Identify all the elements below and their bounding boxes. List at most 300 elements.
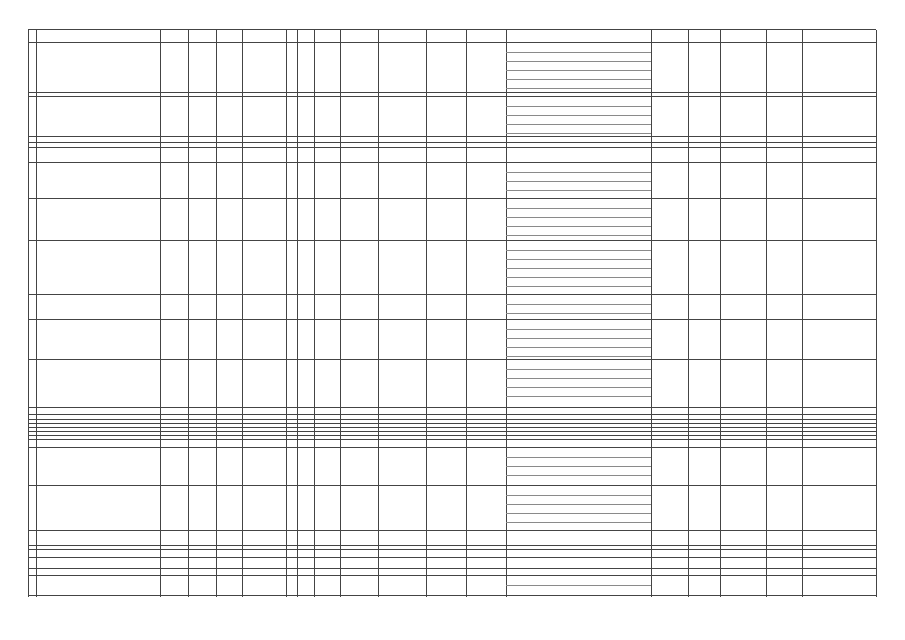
column-divider <box>802 295 803 320</box>
column-divider <box>340 148 341 163</box>
work-item-divider <box>506 495 651 496</box>
column-divider <box>426 576 427 597</box>
column-divider <box>242 320 243 360</box>
column-divider <box>876 531 877 546</box>
column-divider <box>651 199 652 241</box>
column-divider <box>720 320 721 360</box>
column-divider <box>216 97 217 137</box>
column-divider <box>651 241 652 295</box>
column-divider <box>36 43 37 93</box>
column-divider <box>340 360 341 408</box>
work-item-divider <box>506 513 651 514</box>
column-divider <box>466 576 467 597</box>
repair-register-table <box>28 29 876 596</box>
work-item-divider <box>506 504 651 505</box>
work-item-divider <box>506 277 651 278</box>
column-divider <box>876 199 877 241</box>
column-divider <box>688 576 689 597</box>
column-divider <box>688 199 689 241</box>
column-divider <box>314 448 315 486</box>
column-divider <box>297 448 298 486</box>
column-divider <box>378 360 379 408</box>
column-divider <box>876 569 877 576</box>
column-divider <box>506 43 507 93</box>
table-row <box>28 359 876 407</box>
column-divider <box>802 199 803 241</box>
column-divider <box>802 448 803 486</box>
column-divider <box>426 360 427 408</box>
work-item-divider <box>506 106 651 107</box>
column-divider <box>651 576 652 597</box>
column-divider <box>216 531 217 546</box>
column-divider <box>160 43 161 93</box>
column-divider <box>297 360 298 408</box>
column-divider <box>340 448 341 486</box>
column-divider <box>297 148 298 163</box>
column-divider <box>36 163 37 199</box>
table-row <box>28 575 876 596</box>
column-divider <box>160 531 161 546</box>
column-divider <box>466 148 467 163</box>
work-item-divider <box>506 268 651 269</box>
column-divider <box>216 360 217 408</box>
column-divider <box>466 199 467 241</box>
column-divider <box>28 360 29 408</box>
column-divider <box>688 531 689 546</box>
column-divider <box>378 531 379 546</box>
column-divider <box>876 43 877 93</box>
table-row <box>28 42 876 92</box>
work-item-divider <box>506 52 651 53</box>
table-row <box>28 198 876 240</box>
column-divider <box>720 97 721 137</box>
work-item-divider <box>506 250 651 251</box>
column-divider <box>720 199 721 241</box>
table-row <box>28 294 876 319</box>
column-divider <box>720 241 721 295</box>
column-divider <box>766 360 767 408</box>
column-divider <box>876 448 877 486</box>
column-divider <box>216 486 217 531</box>
column-divider <box>36 148 37 163</box>
column-divider <box>802 531 803 546</box>
column-divider <box>651 531 652 546</box>
column-divider <box>286 163 287 199</box>
column-divider <box>876 241 877 295</box>
column-divider <box>188 576 189 597</box>
column-divider <box>160 320 161 360</box>
column-divider <box>651 43 652 93</box>
column-divider <box>426 486 427 531</box>
column-divider <box>340 486 341 531</box>
column-divider <box>36 448 37 486</box>
column-divider <box>188 97 189 137</box>
column-divider <box>466 448 467 486</box>
table-row <box>28 447 876 485</box>
work-item-divider <box>506 259 651 260</box>
table-row <box>28 530 876 545</box>
column-divider <box>766 97 767 137</box>
table-row <box>28 162 876 198</box>
column-divider <box>802 320 803 360</box>
work-item-divider <box>506 208 651 209</box>
column-divider <box>426 320 427 360</box>
column-divider <box>36 241 37 295</box>
column-divider <box>426 199 427 241</box>
work-item-divider <box>506 133 651 134</box>
column-divider <box>802 486 803 531</box>
column-divider <box>876 408 877 415</box>
column-divider <box>242 295 243 320</box>
column-divider <box>466 97 467 137</box>
table-row <box>28 96 876 136</box>
column-divider <box>506 295 507 320</box>
column-divider <box>876 295 877 320</box>
work-item-divider <box>506 286 651 287</box>
column-divider <box>36 199 37 241</box>
column-divider <box>378 320 379 360</box>
column-divider <box>766 320 767 360</box>
column-divider <box>314 43 315 93</box>
column-divider <box>378 241 379 295</box>
column-divider <box>242 163 243 199</box>
column-divider <box>297 531 298 546</box>
work-item-divider <box>506 369 651 370</box>
column-divider <box>766 531 767 546</box>
column-divider <box>378 448 379 486</box>
column-divider <box>340 43 341 93</box>
table-row <box>28 407 876 414</box>
column-divider <box>766 448 767 486</box>
work-item-divider <box>506 190 651 191</box>
work-item-divider <box>506 61 651 62</box>
column-divider <box>426 448 427 486</box>
column-divider <box>651 163 652 199</box>
column-divider <box>242 576 243 597</box>
work-item-divider <box>506 115 651 116</box>
column-divider <box>297 97 298 137</box>
column-divider <box>242 486 243 531</box>
column-divider <box>242 97 243 137</box>
column-divider <box>688 360 689 408</box>
column-divider <box>188 148 189 163</box>
column-divider <box>720 576 721 597</box>
column-divider <box>340 199 341 241</box>
column-divider <box>340 97 341 137</box>
column-divider <box>28 241 29 295</box>
column-divider <box>688 486 689 531</box>
work-item-divider <box>506 387 651 388</box>
column-divider <box>466 43 467 93</box>
column-divider <box>216 241 217 295</box>
column-divider <box>216 295 217 320</box>
column-divider <box>688 43 689 93</box>
column-divider <box>506 448 507 486</box>
column-divider <box>36 486 37 531</box>
column-divider <box>188 295 189 320</box>
column-divider <box>188 43 189 93</box>
column-divider <box>651 97 652 137</box>
work-item-divider <box>506 329 651 330</box>
work-item-divider <box>506 396 651 397</box>
column-divider <box>766 576 767 597</box>
column-divider <box>876 440 877 448</box>
column-divider <box>28 163 29 199</box>
column-divider <box>466 241 467 295</box>
column-divider <box>876 550 877 558</box>
column-divider <box>286 531 287 546</box>
column-divider <box>314 163 315 199</box>
column-divider <box>28 295 29 320</box>
column-divider <box>378 43 379 93</box>
column-divider <box>286 486 287 531</box>
column-divider <box>688 163 689 199</box>
column-divider <box>297 320 298 360</box>
column-divider <box>766 163 767 199</box>
column-divider <box>466 531 467 546</box>
column-divider <box>766 241 767 295</box>
column-divider <box>297 576 298 597</box>
column-divider <box>766 199 767 241</box>
column-divider <box>314 360 315 408</box>
column-divider <box>297 295 298 320</box>
column-divider <box>426 163 427 199</box>
work-item-divider <box>506 235 651 236</box>
column-divider <box>426 241 427 295</box>
column-divider <box>314 576 315 597</box>
column-divider <box>688 97 689 137</box>
column-divider <box>160 148 161 163</box>
column-divider <box>802 576 803 597</box>
column-divider <box>286 43 287 93</box>
column-divider <box>216 43 217 93</box>
column-divider <box>36 576 37 597</box>
column-divider <box>802 360 803 408</box>
column-divider <box>378 163 379 199</box>
column-divider <box>506 148 507 163</box>
column-divider <box>36 360 37 408</box>
work-item-divider <box>506 79 651 80</box>
column-divider <box>802 163 803 199</box>
column-divider <box>28 148 29 163</box>
column-divider <box>688 448 689 486</box>
column-divider <box>286 97 287 137</box>
column-divider <box>28 576 29 597</box>
column-divider <box>28 97 29 137</box>
table-row <box>28 240 876 294</box>
column-divider <box>340 163 341 199</box>
column-divider <box>286 295 287 320</box>
column-divider <box>286 241 287 295</box>
column-divider <box>216 448 217 486</box>
column-divider <box>876 97 877 137</box>
column-divider <box>160 163 161 199</box>
column-divider <box>466 360 467 408</box>
table-row <box>28 147 876 162</box>
column-divider <box>766 43 767 93</box>
column-divider <box>426 97 427 137</box>
column-divider <box>314 241 315 295</box>
column-divider <box>242 448 243 486</box>
work-item-divider <box>506 347 651 348</box>
column-divider <box>160 448 161 486</box>
column-divider <box>720 295 721 320</box>
column-divider <box>297 163 298 199</box>
column-divider <box>506 486 507 531</box>
column-divider <box>876 320 877 360</box>
column-divider <box>297 199 298 241</box>
work-item-divider <box>506 313 651 314</box>
column-divider <box>802 241 803 295</box>
column-divider <box>314 199 315 241</box>
column-divider <box>378 486 379 531</box>
column-divider <box>720 486 721 531</box>
work-item-divider <box>506 356 651 357</box>
column-divider <box>160 295 161 320</box>
column-divider <box>876 163 877 199</box>
column-divider <box>506 360 507 408</box>
column-divider <box>160 97 161 137</box>
column-divider <box>242 531 243 546</box>
column-divider <box>36 531 37 546</box>
column-divider <box>340 320 341 360</box>
column-divider <box>188 531 189 546</box>
work-item-divider <box>506 304 651 305</box>
column-divider <box>688 148 689 163</box>
column-divider <box>766 148 767 163</box>
column-divider <box>188 448 189 486</box>
column-divider <box>160 199 161 241</box>
column-divider <box>314 148 315 163</box>
column-divider <box>297 241 298 295</box>
column-divider <box>720 163 721 199</box>
column-divider <box>466 295 467 320</box>
column-divider <box>286 576 287 597</box>
column-divider <box>720 448 721 486</box>
column-divider <box>160 576 161 597</box>
column-divider <box>466 163 467 199</box>
column-divider <box>242 43 243 93</box>
column-divider <box>506 320 507 360</box>
column-divider <box>286 448 287 486</box>
table-row <box>28 568 876 575</box>
column-divider <box>876 148 877 163</box>
column-divider <box>766 486 767 531</box>
work-item-divider <box>506 466 651 467</box>
column-divider <box>314 486 315 531</box>
column-divider <box>36 97 37 137</box>
column-divider <box>688 241 689 295</box>
column-divider <box>28 43 29 93</box>
column-divider <box>242 241 243 295</box>
column-divider <box>314 97 315 137</box>
column-divider <box>286 199 287 241</box>
column-divider <box>720 43 721 93</box>
column-divider <box>286 148 287 163</box>
work-item-divider <box>506 70 651 71</box>
work-item-divider <box>506 226 651 227</box>
table-row <box>28 319 876 359</box>
work-item-divider <box>506 338 651 339</box>
column-divider <box>242 148 243 163</box>
column-divider <box>297 43 298 93</box>
column-divider <box>802 148 803 163</box>
column-divider <box>378 97 379 137</box>
column-divider <box>802 43 803 93</box>
column-divider <box>720 148 721 163</box>
column-divider <box>688 320 689 360</box>
table-row <box>28 439 876 447</box>
column-divider <box>188 360 189 408</box>
table-row <box>28 549 876 557</box>
column-divider <box>720 531 721 546</box>
column-divider <box>188 199 189 241</box>
column-divider <box>160 486 161 531</box>
column-divider <box>188 163 189 199</box>
column-divider <box>378 148 379 163</box>
column-divider <box>28 320 29 360</box>
column-divider <box>216 199 217 241</box>
column-divider <box>378 199 379 241</box>
column-divider <box>426 43 427 93</box>
column-divider <box>28 448 29 486</box>
work-item-divider <box>506 88 651 89</box>
work-item-divider <box>506 172 651 173</box>
work-item-divider <box>506 475 651 476</box>
work-item-divider <box>506 585 651 586</box>
column-divider <box>876 486 877 531</box>
work-item-divider <box>506 378 651 379</box>
column-divider <box>426 148 427 163</box>
column-divider <box>876 30 877 43</box>
column-divider <box>28 199 29 241</box>
column-divider <box>216 148 217 163</box>
column-divider <box>506 531 507 546</box>
column-divider <box>314 320 315 360</box>
column-divider <box>340 295 341 320</box>
table-row <box>28 29 876 42</box>
column-divider <box>314 531 315 546</box>
column-divider <box>28 486 29 531</box>
column-divider <box>651 448 652 486</box>
column-divider <box>297 486 298 531</box>
column-divider <box>688 295 689 320</box>
work-item-divider <box>506 522 651 523</box>
column-divider <box>216 320 217 360</box>
work-item-divider <box>506 181 651 182</box>
column-divider <box>36 295 37 320</box>
column-divider <box>188 241 189 295</box>
column-divider <box>651 320 652 360</box>
table-row <box>28 557 876 568</box>
column-divider <box>466 320 467 360</box>
column-divider <box>188 486 189 531</box>
column-divider <box>286 320 287 360</box>
column-divider <box>378 295 379 320</box>
column-divider <box>160 360 161 408</box>
column-divider <box>876 576 877 597</box>
column-divider <box>466 486 467 531</box>
column-divider <box>506 576 507 597</box>
work-item-divider <box>506 457 651 458</box>
column-divider <box>651 148 652 163</box>
column-divider <box>216 163 217 199</box>
column-divider <box>188 320 189 360</box>
column-divider <box>651 295 652 320</box>
column-divider <box>876 360 877 408</box>
column-divider <box>36 320 37 360</box>
column-divider <box>340 576 341 597</box>
